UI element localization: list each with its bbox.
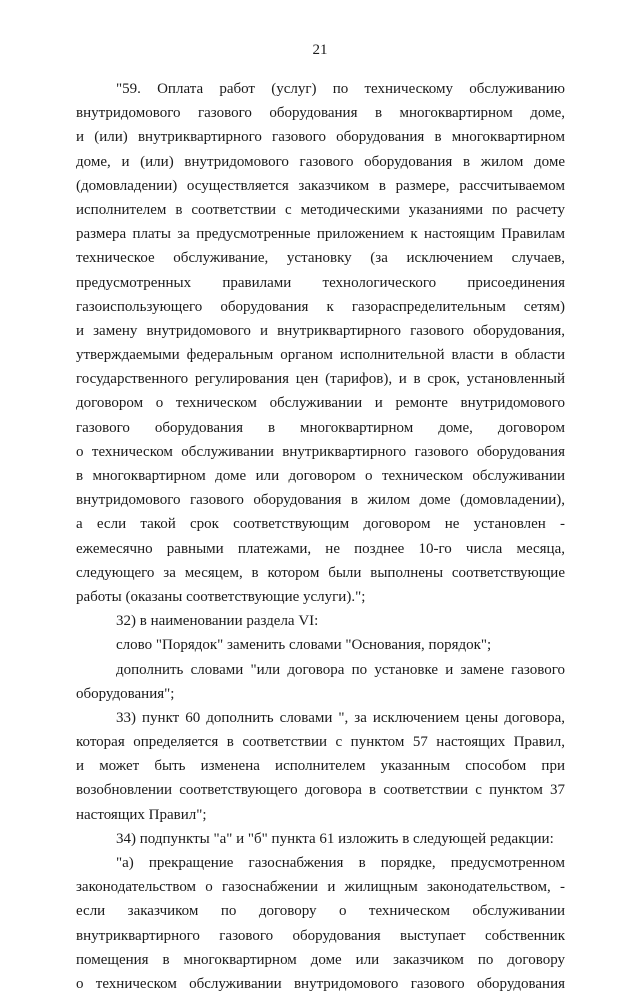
text-line: слово "Порядок" заменить словами "Основания, порядок"; [116, 637, 492, 654]
text-line: газоиспользующего оборудования к газораспределительным сетям) [76, 298, 565, 315]
text-line: 33) пункт 60 дополнить словами ", за исключением цены договора, [116, 709, 565, 726]
text-line: возобновлении соответствующего договора в соответствии с пунктом 37 [76, 782, 565, 799]
text-line: настоящих Правил"; [76, 806, 207, 823]
text-line: а если такой срок соответствующим договором не установлен - [76, 516, 565, 533]
text-line: техническое обслуживание, установку (за исключением случаев, [76, 250, 565, 267]
text-line: "а) прекращение газоснабжения в порядке, предусмотренном [116, 855, 565, 871]
text-line: которая определяется в соответствии с пунктом 57 настоящих Правил, [76, 734, 565, 751]
text-line: 34) подпункты "а" и "б" пункта 61 изложить в следующей редакции: [116, 830, 554, 847]
text-line: доме, и (или) внутридомового газового оборудования в жилом доме [76, 153, 565, 170]
text-line: размера платы за предусмотренные приложением к настоящим Правилам [76, 226, 565, 243]
text-line: внутридомового газового оборудования в жилом доме (домовладении), [76, 492, 565, 509]
text-line: следующего за месяцем, в котором были выполнены соответствующие [76, 564, 565, 581]
text-line: дополнить словами "или договора по установке и замене газового [116, 661, 565, 678]
body-text [76, 77, 565, 996]
text-line: и замену внутридомового и внутриквартирного газового оборудования, [76, 322, 565, 339]
text-line: внутриквартирного газового оборудования выступает собственник [76, 927, 565, 944]
text-line: и (или) внутриквартирного газового оборудования в многоквартирном [76, 129, 565, 146]
text-line: и может быть изменена исполнителем указанным способом при [76, 758, 565, 775]
page-number: 21 [312, 42, 328, 58]
text-line: о техническом обслуживании внутриквартирного газового оборудования [76, 443, 565, 460]
text-line: предусмотренных правилами технологического присоединения [76, 274, 565, 291]
text-line: законодательством о газоснабжении и жилищным законодательством, - [76, 879, 565, 896]
text-line: помещения в многоквартирном доме или заказчиком по договору [76, 951, 565, 968]
text-line: (домовладении) осуществляется заказчиком в размере, рассчитываемом [76, 177, 565, 194]
text-line: о техническом обслуживании внутридомового газового оборудования [76, 975, 565, 992]
text-line: внутридомового газового оборудования в многоквартирном доме, [76, 105, 565, 122]
text-line: газового оборудования в многоквартирном доме, договором [76, 419, 565, 436]
text-line: 32) в наименовании раздела VI: [116, 613, 319, 630]
text-line: в многоквартирном доме или договором о техническом обслуживании [76, 468, 565, 484]
text-line: ежемесячно равными платежами, не позднее 10-го числа месяца, [76, 540, 565, 557]
text-line: договором о техническом обслуживании и ремонте внутридомового [76, 395, 565, 412]
text-line: оборудования"; [76, 685, 175, 702]
text-line: "59. Оплата работ (услуг) по техническому обслуживанию [116, 81, 565, 97]
text-line: государственного регулирования цен (тарифов), и в срок, установленный [76, 371, 565, 388]
text-line: утверждаемыми федеральным органом исполнительной власти в области [76, 347, 565, 364]
text-line: исполнителем в соответствии с методическими указаниями по расчету [76, 201, 565, 218]
text-line: работы (оказаны соответствующие услуги)."; [76, 588, 366, 605]
text-line: если заказчиком по договору о техническом обслуживании [76, 903, 565, 920]
